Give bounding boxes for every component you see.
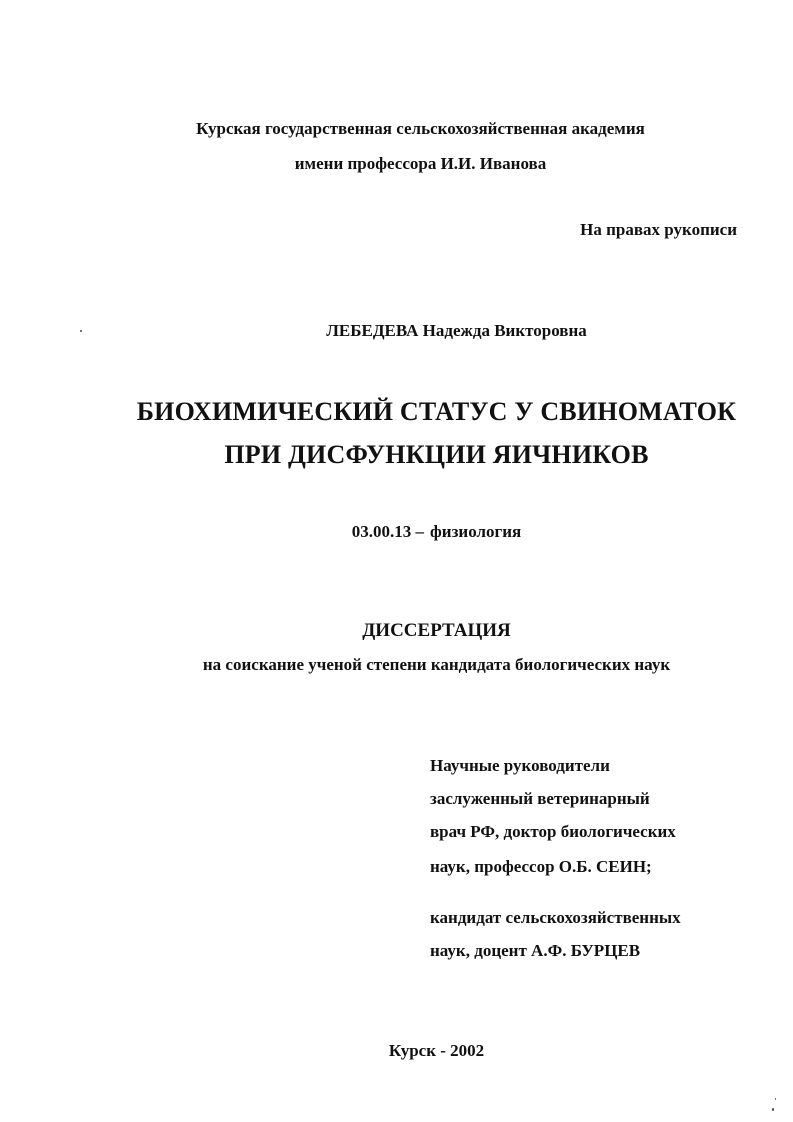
supervisor-2-line-1: кандидат сельскохозяйственных xyxy=(430,908,681,927)
scan-speck xyxy=(772,1108,774,1111)
specialty xyxy=(40,521,793,543)
degree-line: на соискание ученой степени кандидата биологических наук xyxy=(202,655,671,674)
supervisor-1-line-3: наук, профессор О.Б. СЕИН; xyxy=(430,857,652,876)
specialty-name: физиология xyxy=(430,522,522,541)
scan-speck xyxy=(80,330,82,332)
manuscript-note: На правах рукописи xyxy=(580,220,737,239)
institution-line-1: Курская государственная сельскохозяйственная академия xyxy=(196,119,645,138)
thesis-title-line-2: ПРИ ДИСФУНКЦИИ ЯИЧНИКОВ xyxy=(224,440,649,469)
author-name: ЛЕБЕДЕВА Надежда Викторовна xyxy=(326,321,587,340)
institution-line-2: имени профессора И.И. Иванова xyxy=(294,154,547,173)
supervisor-1-line-1: заслуженный ветеринарный xyxy=(430,789,650,808)
place-and-year: Курск - 2002 xyxy=(388,1041,485,1060)
thesis-title-line-1: БИОХИМИЧЕСКИЙ СТАТУС У СВИНОМАТОК xyxy=(136,397,737,426)
specialty-code: 03.00.13 – xyxy=(351,522,425,541)
supervisors-heading: Научные руководители xyxy=(430,756,610,775)
scan-speck xyxy=(775,1098,776,1100)
supervisor-1-line-2: врач РФ, доктор биологических xyxy=(430,822,676,841)
document-type: ДИССЕРТАЦИЯ xyxy=(362,620,511,641)
supervisor-2-line-2: наук, доцент А.Ф. БУРЦЕВ xyxy=(430,941,641,960)
